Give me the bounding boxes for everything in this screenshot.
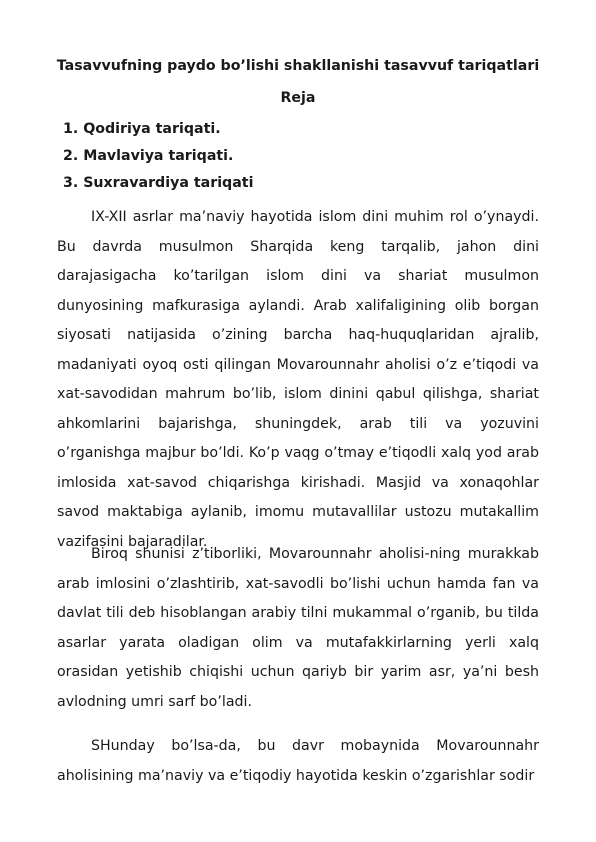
body-paragraph: IX-XII asrlar ma’naviy hayotida islom dini muhim rol o’ynaydi. Bu davrda musulmon Sharqida keng tarqalib, jahon dini darajasigacha ko’tarilgan islom dini va shariat musulmon dunyosining mafkurasiga aylandi. Arab xalifaligining olib borgan siyosati natijasida o’zining barcha haq-huquqlaridan ajralib, madaniyati oyoq osti qilingan Movarounnahr aholisi o’z e’tiqodi va xat-savodidan mahrum bo’lib, islom dinini qabul qilishga, shariat ahkomlarini bajarishga, shuningdek, arab tili va yozuvini o’rganishga majbur bo’ldi. Ko’p vaqg o’tmay e’tiqodli xalq yod arab imlosida xat-savod chiqarishga kirishadi. Masjid va xonaqohlar savod maktabiga aylanib, imomu mutavallilar ustozu mutakallim vazifasini bajaradilar.	[57, 209, 539, 550]
plan-item: 3. Suxravardiya tariqati	[63, 175, 254, 191]
plan-item: 2. Mavlaviya tariqati.	[63, 148, 234, 164]
plan-list	[63, 116, 253, 197]
document-title: Tasavvufning paydo bo’lishi shakllanishi tasavvuf tariqatlari	[56, 58, 540, 74]
plan-heading: Reja	[280, 90, 316, 106]
body-paragraph: Biroq shunisi z’tiborliki, Movarounnahr aholisi-ning murakkab arab imlosini o’zlashtirib, xat-savodli bo’lishi uchun hamda fan va davlat tili deb hisoblangan arabiy tilni mukammal o’rganib, bu tilda asarlar yarata oladigan olim va mutafakkirlarning yerli xalq orasidan yetishib chiqishi uchun qariyb bir yarim asr, ya’ni besh avlodning umri sarf bo’ladi.	[57, 546, 539, 710]
plan-item: 1. Qodiriya tariqati.	[63, 121, 221, 137]
body-paragraph: SHunday bo’lsa-da, bu davr mobaynida Movarounnahr aholisining ma’naviy va e’tiqodiy hayotida keskin o’zgarishlar sodir	[57, 738, 539, 784]
